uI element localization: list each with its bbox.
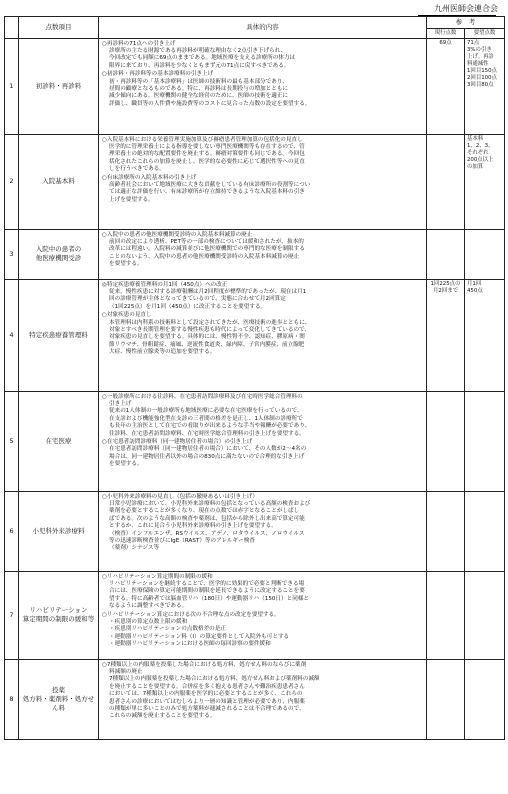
section-heading: ○入院基本料における栄養管理実施加算及び褥瘡患者管理加算の包括化の見直し xyxy=(102,136,303,143)
section-line: 評価し、職員等の人件費や施設費等のコストに見合った点数の設定を要望する。 xyxy=(109,100,311,107)
section-heading: ○再診料の71点への引き上げ xyxy=(102,40,176,47)
section-line: 従来の1人体制の一般診療所も地域医療に必要な在宅医療を行っているので、 xyxy=(109,408,303,415)
row-item xyxy=(19,571,99,659)
section-line: 節リウマチ、骨粗鬆症、痛風、逆流性食道炎、緑内障、子宮内膜症、前立腺肥 xyxy=(109,341,305,348)
content-section xyxy=(102,439,423,469)
points-line: 月1回 xyxy=(467,280,482,287)
section-line: 上げを要望する。 xyxy=(109,196,154,203)
section-line: 理栄養士の絶対的な配置要件を廃止する。褥瘡対策要件も同じである。今回包 xyxy=(109,151,305,158)
row-current-points xyxy=(427,659,465,739)
row-requested-points xyxy=(465,659,505,739)
content-section xyxy=(102,282,423,312)
points-line: 450点 xyxy=(467,287,483,294)
item-line: 処方料・薬剤料・処方せん料 xyxy=(22,694,95,712)
item-line: リハビリテーション xyxy=(29,606,88,615)
item-line: 投薬 xyxy=(52,685,65,694)
content-section xyxy=(102,175,423,205)
section-line: 括化されたこれらの加算を廃止し、医学的な必要性に応じて選択性等への見直 xyxy=(109,158,305,165)
points-line: 1回225点の xyxy=(430,280,461,287)
section-line: 減少傾向にある。医療機関の健全な経営のために、医師の技術を適正に xyxy=(109,93,289,100)
points-line: 料通減性 xyxy=(467,61,489,68)
section-line: リハビリテーションを継続することで、医学的に効果的で必要と判断できる場 xyxy=(109,581,305,588)
row-content xyxy=(99,38,427,134)
points-line: 69点 xyxy=(439,39,452,46)
header-current-points: 現行点数 xyxy=(427,28,465,38)
section-line: 対象疾患の見直しを要望する。具体的には、慢性腎不全、認知症、膠原病・関 xyxy=(109,334,305,341)
content-section xyxy=(102,232,423,269)
row-content xyxy=(99,571,427,659)
section-line: ・疾患別リハビリテーションの点数格差の是正 xyxy=(109,626,226,633)
section-line: 初・再診料等の「基本診療料」は医師の技術料の最も基本部分であり、 xyxy=(109,78,289,85)
row-item xyxy=(19,659,99,739)
section-line: 医学的に管理栄養士による指導を要しない専門医療機関等も存在するので、管 xyxy=(109,144,305,151)
section-line: 昼間の顧療となるものである。特に、再診料は長期投与の増加とともに xyxy=(109,85,289,92)
item-line: 他医療機関受診 xyxy=(35,254,82,263)
row-requested-points xyxy=(465,229,505,279)
section-line: 合には、医療保険の算定可能期間の制限を延長できるように改定することを要 xyxy=(109,588,305,595)
points-line: 上げ。再診 xyxy=(467,53,494,60)
section-heading: ○小児科外来診療料の見直し（包括の撤廃あるいは引き上げ） xyxy=(102,493,258,500)
points-line: 71点 xyxy=(467,39,480,46)
content-section xyxy=(102,394,423,438)
section-line: ては適正な評価を行い、有床診療所が存立維持できるような入院基本料の引き xyxy=(109,189,305,196)
section-heading: ○有床診療所の入院基本料の引き上げ xyxy=(102,174,197,181)
section-line: 回の診療管理が主体となってきているので、実態に合わせて月2回算定 xyxy=(109,296,286,303)
content-section xyxy=(102,494,423,553)
row-requested-points xyxy=(465,279,505,391)
section-line: を要望する。 xyxy=(109,261,143,268)
row-number: 2 xyxy=(5,134,19,229)
section-line: 限界に来ており、再診料を少なくともまず元の71点に戻すべきである。 xyxy=(109,62,290,69)
section-line: しを行うべきである。 xyxy=(109,166,165,173)
section-heading: ○リハビリテーション算定期間の制限の緩和 xyxy=(102,573,213,580)
section-line: 往診料、在宅患者訪問診療料、在宅時医学総合管理料の引き上げを要望する。 xyxy=(109,430,305,437)
section-line: 望する。特に高齢者では脳血管リハ（180日）や運動器リハ（150日）と同様と xyxy=(109,595,310,602)
table-row xyxy=(5,38,505,134)
row-requested-points xyxy=(465,134,505,229)
table-row xyxy=(5,659,505,739)
section-heading: ○対象疾患の見直し xyxy=(102,312,152,319)
section-line: 前回の改定により透析、PET等の一部の検査については緩和されたが、抜本的 xyxy=(109,239,304,246)
section-line: を廃止することを要望する。合併症を多く抱える患者さんや難治疾患患者さん xyxy=(109,683,305,690)
section-line: 高齢者社会において地域医療に大きな貢献をしている有床診療所の役割等につい xyxy=(109,181,311,188)
item-line: 入院基本料 xyxy=(42,177,75,186)
section-line: （検査）インフルエンザ、RSウイルス、アデノ、ロタウイルス、ノロウイルス xyxy=(109,530,305,537)
item-line: 入院中の患者の xyxy=(35,245,82,254)
content-section xyxy=(102,71,423,108)
row-current-points xyxy=(427,134,465,229)
header-item: 点数項目 xyxy=(19,17,99,39)
section-line: 本管理料は内科系の技術料として設定されてきたが、医療技術の進歩とともに、 xyxy=(109,319,311,326)
points-line: 1、2、3、 xyxy=(467,142,494,149)
section-line: （薬剤）シナジス等 xyxy=(109,545,160,552)
section-heading: ○一般診療所における往診料、在宅患者訪問診療料及び在宅時医学総合管理料の xyxy=(102,393,303,400)
item-line: 小児科外来診療料 xyxy=(32,526,85,535)
content-section xyxy=(102,612,423,649)
row-content xyxy=(99,491,427,571)
points-line: の加算 xyxy=(467,164,484,171)
row-item xyxy=(19,391,99,491)
row-current-points xyxy=(427,38,465,134)
row-number: 3 xyxy=(5,229,19,279)
row-current-points xyxy=(427,229,465,279)
points-line: それぞれ xyxy=(467,149,489,156)
section-line: 料減額の廃止 xyxy=(109,669,143,676)
section-line: とするか、これに見合う小児科外来診療料の引き上げを要望する。 xyxy=(109,523,277,530)
section-line: ・疾患別の算定点数上限の緩和 xyxy=(109,618,188,625)
points-line: 1回目150点 xyxy=(467,68,497,75)
points-line: 2回目100点 xyxy=(467,75,497,82)
section-heading: ○リハビリテーション算定における次の不合理な点の改定を要望する。 xyxy=(102,611,280,618)
row-content xyxy=(99,229,427,279)
row-item xyxy=(19,38,99,134)
section-line: ・運動器リハビリテーション料（Ⅰ）の算定要件として入院外も可とする xyxy=(109,633,290,640)
content-section xyxy=(102,137,423,174)
content-section xyxy=(102,574,423,611)
section-line: 今回改定でも同額に69点のままである。地域医療を支える診療所の体力は xyxy=(109,55,296,62)
item-line: 算定期間の制限の緩和等 xyxy=(22,615,95,624)
row-content xyxy=(99,659,427,739)
section-line: を要望する。 xyxy=(109,461,143,468)
row-item xyxy=(19,229,99,279)
row-number: 5 xyxy=(5,391,19,491)
section-line: ・運動器リハビリテーションにおける医師の毎回診察の要件緩和 xyxy=(109,641,271,648)
section-heading: ◎特定疾患療養管理料の月1回（450点）への改正 xyxy=(102,281,228,288)
section-line: 薬剤を必要とすることが多くなり、現在の点数では赤字となることがしばし xyxy=(109,508,300,515)
section-line: 引き上げ xyxy=(109,401,132,408)
section-line: ことのないよう、入院中の患者の他医療機関受診時の入院基本料減算の廃止 xyxy=(109,253,300,260)
points-line: 3%の引き xyxy=(467,46,492,53)
item-line: 在宅医療 xyxy=(45,436,72,445)
table-row xyxy=(5,229,505,279)
points-line: 基本料 xyxy=(467,135,484,142)
section-line: 場合は、同一建物居住者以外の場合の830点に満たないので合理的な引き上げ xyxy=(109,453,305,460)
section-line: 改革には程遠い。入院料の減算並びに他医療機関での専門的な医療を制限する xyxy=(109,246,305,253)
header-requested-points: 要望点数 xyxy=(465,28,505,38)
row-requested-points xyxy=(465,38,505,134)
section-line: （1回225点）を月1回（450点）に改正することを要望する。 xyxy=(109,303,267,310)
row-current-points xyxy=(427,279,465,391)
row-current-points xyxy=(427,491,465,571)
content-section xyxy=(102,662,423,721)
row-requested-points xyxy=(465,571,505,659)
request-table xyxy=(4,16,505,740)
content-section xyxy=(102,41,423,71)
row-current-points xyxy=(427,571,465,659)
table-row xyxy=(5,571,505,659)
section-line: も長年の主治医として在宅での看取りが出来るような手当や報酬が必要であり、 xyxy=(109,423,311,430)
section-line: 等の迅速診断検査並びにIgE（RAST）等のアレルギー検査 xyxy=(109,537,255,544)
section-heading: ○入院中の患者の他医療機関受診時の入院基本料減算の廃止 xyxy=(102,231,253,238)
section-line: 日常小児診療において、小児科外来診療料の包括となっている高額の検査および xyxy=(109,501,311,508)
table-row xyxy=(5,279,505,391)
section-line: 診療所の主たる財源である再診料が明確な理由なく2点引き下げられ、 xyxy=(109,48,287,55)
item-line: 特定疾患療養管理料 xyxy=(29,330,88,339)
section-heading: ○在宅患者訪問診療料（同一建物居住者の場合）の引き上げ xyxy=(102,438,253,445)
section-line: 大症、慢性前立腺炎等の追加を要望する。 xyxy=(109,349,216,356)
points-line: 3回目80点 xyxy=(467,82,494,89)
section-line: これらの減額を廃止することを要望する。 xyxy=(109,713,216,720)
section-line: においては、7種類以上の内服薬を医学的に必要とすることが多く、これらの xyxy=(109,691,303,698)
section-line: 従来、慢性疾患に対する診療報酬は月2回程度が標準的であったが、現在は月1 xyxy=(109,289,307,296)
row-item xyxy=(19,491,99,571)
header-content: 具体的内容 xyxy=(99,17,427,39)
section-line: 患者さんの診療においてはむしろより一層の知識と管理が必要であり、内服薬 xyxy=(109,698,305,705)
header-no xyxy=(5,17,19,39)
row-content xyxy=(99,391,427,491)
row-content xyxy=(99,134,427,229)
row-item xyxy=(19,134,99,229)
header-reference: 参 考 xyxy=(427,17,505,29)
row-number: 1 xyxy=(5,38,19,134)
table-row xyxy=(5,134,505,229)
points-line: 月2回まで xyxy=(433,287,458,294)
table-row xyxy=(5,391,505,491)
row-content xyxy=(99,279,427,391)
row-number: 8 xyxy=(5,659,19,739)
row-requested-points xyxy=(465,391,505,491)
section-line: ばである。次のような高額の検査や薬剤は、包括から除外し出来高で算定可能 xyxy=(109,515,305,522)
row-number: 6 xyxy=(5,491,19,571)
section-heading: ○初診料・再診料等の基本診療料の引き上げ xyxy=(102,71,214,78)
row-number: 7 xyxy=(5,571,19,659)
content-section xyxy=(102,312,423,356)
row-current-points xyxy=(427,391,465,491)
section-line: なるように調整すべきである。 xyxy=(109,603,188,610)
section-line: 対象とすべき長期管理を要する慢性疾患も時代によって変化してきているので、 xyxy=(109,326,311,333)
section-heading: ○7種類以上の内服薬を投薬した場合における処方料、処方せん料のならびに薬剤 xyxy=(102,661,307,668)
row-number: 4 xyxy=(5,279,19,391)
table-row xyxy=(5,491,505,571)
item-line: 初診料・再診料 xyxy=(35,81,82,90)
row-item xyxy=(19,279,99,391)
points-line: 200点以上 xyxy=(467,157,494,164)
section-line: 7種類以上の内服薬を投薬した場合における処方料、処方せん料および薬剤料の減額 xyxy=(109,676,320,683)
section-line: の種類が単に多いことのみで処方薬料が逓減されることは不合理であるので、 xyxy=(109,705,305,712)
section-line: 在支診および機能強化型在支診の三者間の格差を是正し、1人体制の診療所で xyxy=(109,415,303,422)
row-requested-points xyxy=(465,491,505,571)
organization-name: 九州医師会連合会 xyxy=(434,4,498,13)
section-line: 在宅患者訪問診療料（同一建物居住者の場合）において、その人数が2～4名の xyxy=(109,446,307,453)
